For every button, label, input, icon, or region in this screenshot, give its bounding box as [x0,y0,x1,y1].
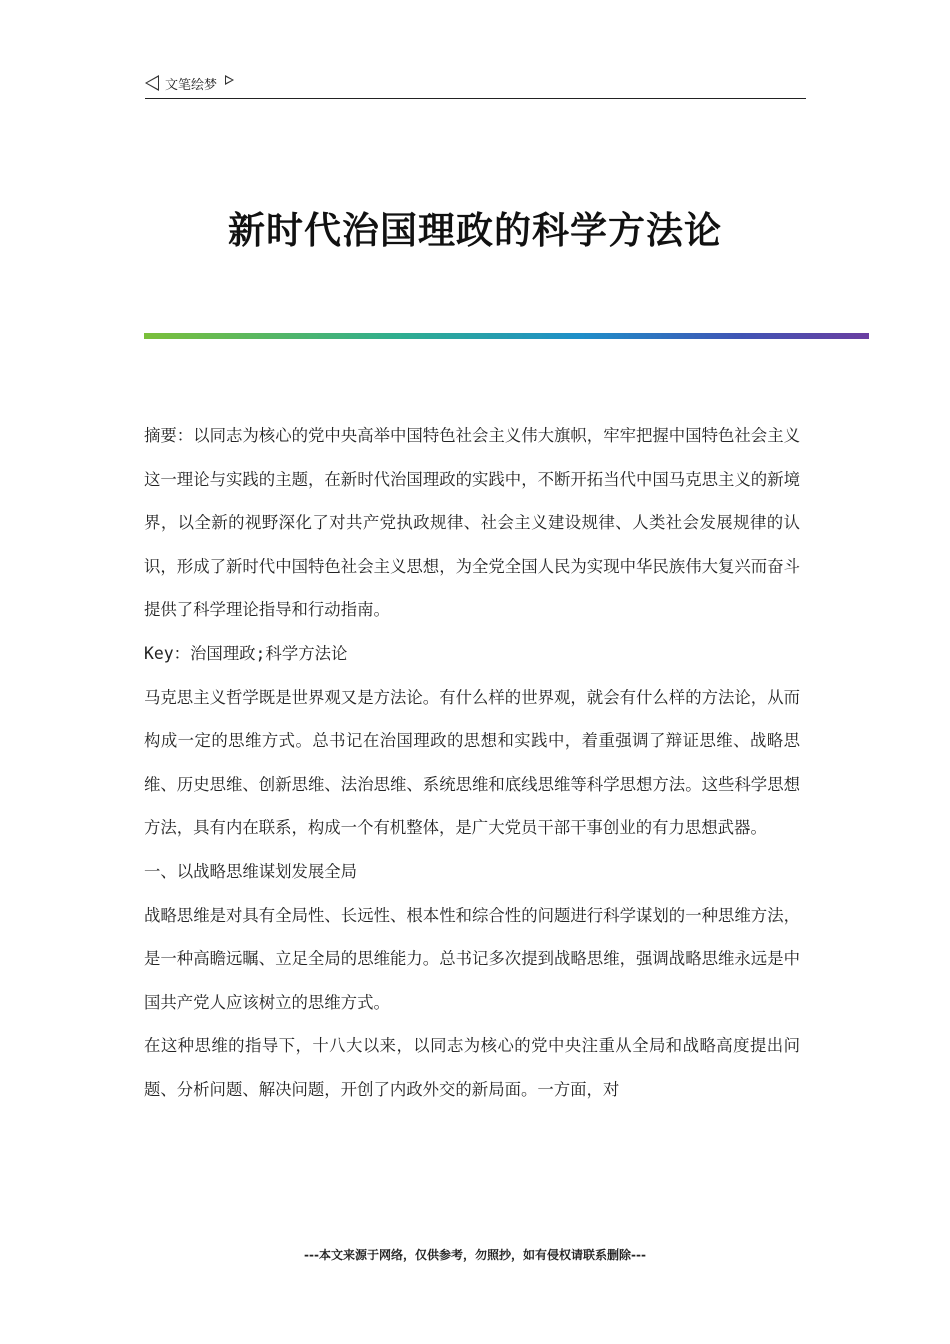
keywords-line: Key：治国理政;科学方法论 [144,643,348,663]
page-header [145,74,806,99]
header-title: 文笔绘梦 [165,77,218,93]
body-paragraph: 在这种思维的指导下，十八大以来，以同志为核心的党中央注重从全局和战略高度提出问题、分析问题、解决问题，开创了内政外交的新局面。一方面，对 [144,1036,800,1099]
document-title: 新时代治国理政的科学方法论 [228,208,722,252]
abstract-paragraph: 摘要：以同志为核心的党中央高举中国特色社会主义伟大旗帜，牢牢把握中国特色社会主义这一理论与实践的主题，在新时代治国理政的实践中，不断开拓当代中国马克思主义的新境界，以全新的视野深化了对共产党执政规律、社会主义建设规律、人类社会发展规律的认识，形成了新时代中国特色社会主义思想，为全党全国人民为实现中华民族伟大复兴而奋斗提供了科学理论指导和行动指南。 [144,426,800,620]
section-heading: 一、以战略思维谋划发展全局 [144,861,358,881]
right-triangle-icon [225,75,234,85]
left-triangle-icon [145,75,159,91]
title-divider-bar [144,333,869,339]
body-paragraph: 战略思维是对具有全局性、长远性、根本性和综合性的问题进行科学谋划的一种思维方法，是一种高瞻远瞩、立足全局的思维能力。总书记多次提到战略思维，强调战略思维永远是中国共产党人应该树立的思维方式。 [144,905,800,1012]
footer-notice: ---本文来源于网络，仅供参考，勿照抄，如有侵权请联系删除--- [304,1248,646,1262]
body-paragraph: 马克思主义哲学既是世界观又是方法论。有什么样的世界观，就会有什么样的方法论，从而构成一定的思维方式。总书记在治国理政的思想和实践中，着重强调了辩证思维、战略思维、历史思维、创新思维、法治思维、系统思维和底线思维等科学思想方法。这些科学思想方法，具有内在联系，构成一个有机整体，是广大党员干部干事创业的有力思想武器。 [144,687,800,838]
document-body [144,414,800,1112]
